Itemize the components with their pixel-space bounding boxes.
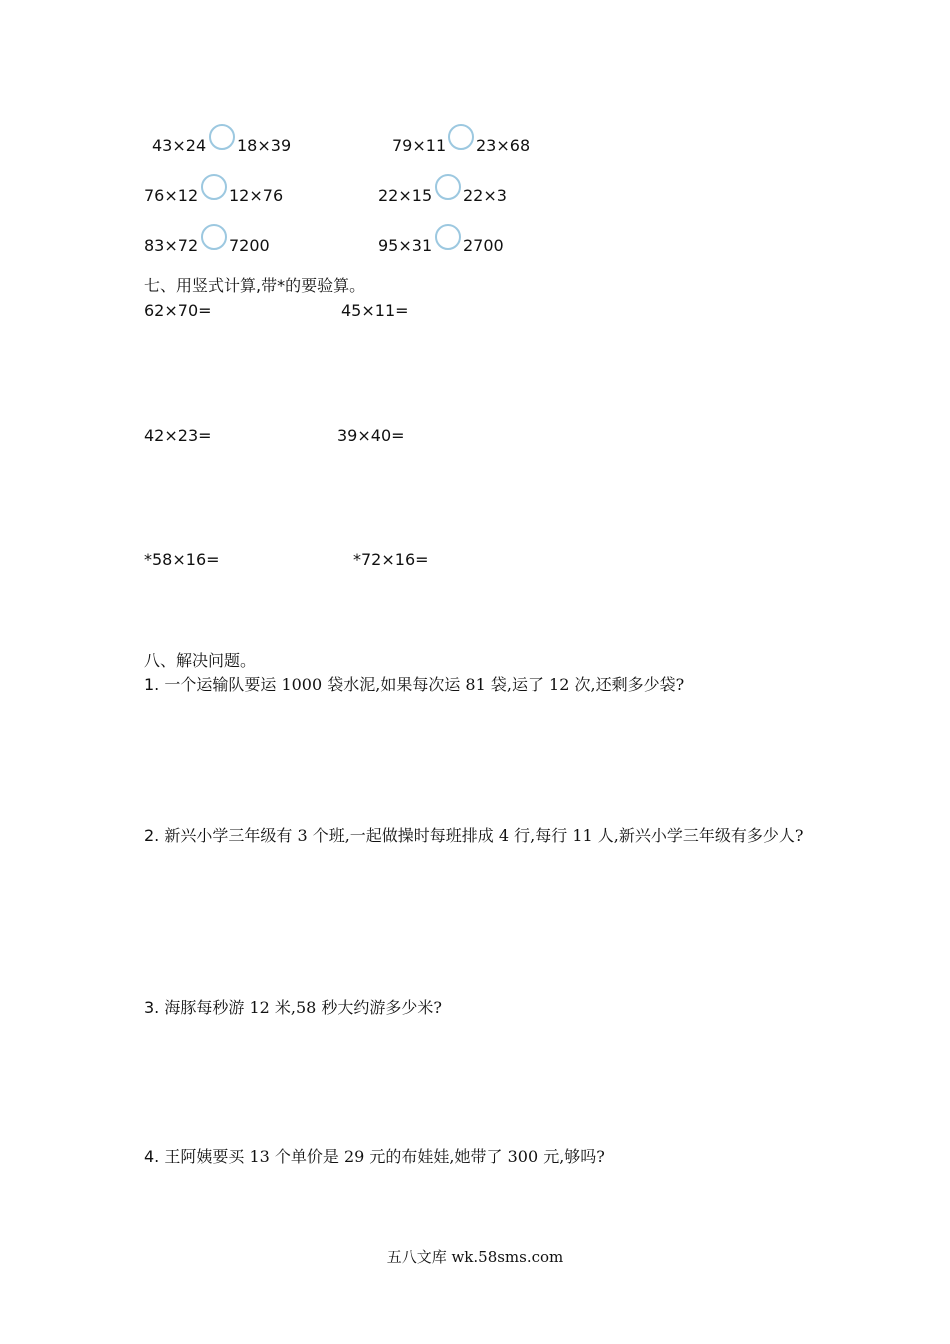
question-number: 3. <box>144 998 160 1017</box>
calc-problem: *58×16= <box>144 550 220 569</box>
answer-circle[interactable] <box>448 124 474 150</box>
question-number: 1. <box>144 675 160 694</box>
calc-problem: 39×40= <box>337 426 405 445</box>
answer-circle[interactable] <box>435 174 461 200</box>
question-text: 一个运输队要运 1000 袋水泥,如果每次运 81 袋,运了 12 次,还剩多少袋? <box>164 675 685 694</box>
comparison-right: 22×3 <box>463 186 507 205</box>
question-text: 海豚每秒游 12 米,58 秒大约游多少米? <box>164 998 443 1017</box>
comparison-right: 12×76 <box>229 186 284 205</box>
section-8-title: 八、解决问题。 <box>144 651 257 670</box>
word-problem-3 <box>144 998 442 1018</box>
question-text: 新兴小学三年级有 3 个班,一起做操时每班排成 4 行,每行 11 人,新兴小学三年级有多少人? <box>164 826 804 845</box>
calc-problem: 45×11= <box>341 301 409 320</box>
comparison-left: 83×72 <box>144 236 199 255</box>
word-problem-2 <box>144 823 824 848</box>
section-7-title: 七、用竖式计算,带*的要验算。 <box>144 276 366 295</box>
comparison-right: 2700 <box>463 236 504 255</box>
comparison-right: 18×39 <box>237 136 292 155</box>
word-problem-1 <box>144 675 684 695</box>
answer-circle[interactable] <box>435 224 461 250</box>
comparison-left: 79×11 <box>392 136 447 155</box>
footer-watermark: 五八文库 wk.58sms.com <box>386 1248 564 1266</box>
comparison-right: 23×68 <box>476 136 531 155</box>
word-problem-4 <box>144 1147 605 1167</box>
comparison-left: 43×24 <box>152 136 207 155</box>
comparison-left: 95×31 <box>378 236 433 255</box>
calc-problem: 42×23= <box>144 426 212 445</box>
calc-problem: *72×16= <box>353 550 429 569</box>
question-number: 4. <box>144 1147 160 1166</box>
answer-circle[interactable] <box>209 124 235 150</box>
answer-circle[interactable] <box>201 174 227 200</box>
calc-problem: 62×70= <box>144 301 212 320</box>
comparison-right: 7200 <box>229 236 270 255</box>
answer-circle[interactable] <box>201 224 227 250</box>
comparison-left: 76×12 <box>144 186 199 205</box>
comparison-left: 22×15 <box>378 186 433 205</box>
question-number: 2. <box>144 826 160 845</box>
question-text: 王阿姨要买 13 个单价是 29 元的布娃娃,她带了 300 元,够吗? <box>164 1147 605 1166</box>
